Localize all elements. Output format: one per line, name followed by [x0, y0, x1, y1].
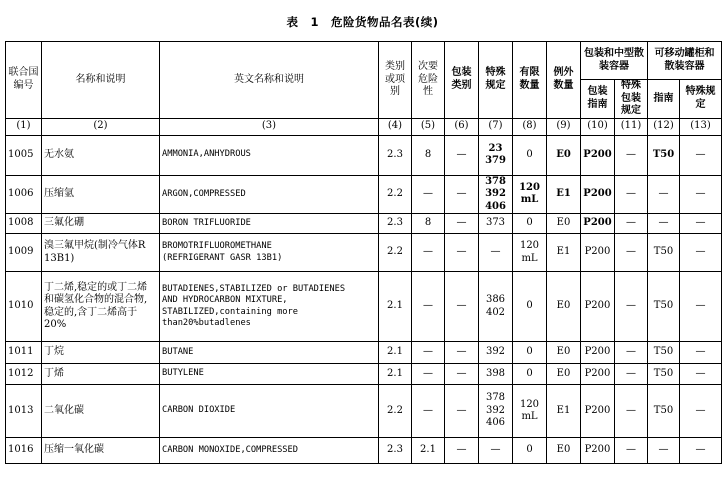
cell-un-number: 1016 — [6, 438, 42, 464]
cell-packing-group: — — [445, 135, 479, 175]
cell-class: 2.1 — [379, 342, 412, 364]
column-number: (4) — [379, 118, 412, 135]
cell-tank-special: — — [680, 175, 722, 214]
table-row — [6, 175, 722, 214]
header-packing-group: 包装类别 — [445, 42, 479, 119]
cell-name-en: CARBON MONOXIDE,COMPRESSED — [160, 438, 379, 464]
cell-name-en: BUTYLENE — [160, 364, 379, 385]
header-packaging-group: 包装和中型散装容器 — [581, 42, 648, 80]
header-un-no: 联合国编号 — [6, 42, 42, 119]
column-number: (13) — [680, 118, 722, 135]
cell-limited-qty: 120 mL — [513, 175, 547, 214]
cell-excepted-qty: E0 — [547, 364, 581, 385]
cell-special-provisions: 378 392 406 — [479, 175, 513, 214]
cell-class: 2.2 — [379, 175, 412, 214]
cell-limited-qty: 0 — [513, 342, 547, 364]
cell-packing-instruction: P200 — [581, 175, 615, 214]
header-excepted-qty: 例外数量 — [547, 42, 581, 119]
cell-special-packing: — — [615, 214, 648, 234]
column-number: (11) — [615, 118, 648, 135]
cell-tank-instruction: T50 — [648, 234, 680, 272]
column-number: (2) — [42, 118, 160, 135]
cell-sub-risk: — — [412, 342, 445, 364]
cell-name-en: CARBON DIOXIDE — [160, 385, 379, 438]
column-number: (5) — [412, 118, 445, 135]
column-number: (6) — [445, 118, 479, 135]
cell-packing-instruction: P200 — [581, 342, 615, 364]
cell-tank-special: — — [680, 385, 722, 438]
cell-tank-special: — — [680, 342, 722, 364]
cell-packing-instruction: P200 — [581, 438, 615, 464]
cell-un-number: 1005 — [6, 135, 42, 175]
cell-packing-instruction: P200 — [581, 234, 615, 272]
cell-sub-risk: — — [412, 234, 445, 272]
table-row — [6, 214, 722, 234]
table-row — [6, 438, 722, 464]
cell-class: 2.3 — [379, 135, 412, 175]
header-tank-group: 可移动罐柜和散装容器 — [648, 42, 722, 80]
cell-special-packing: — — [615, 234, 648, 272]
cell-sub-risk: 2.1 — [412, 438, 445, 464]
cell-packing-instruction: P200 — [581, 135, 615, 175]
cell-name-cn: 压缩一氧化碳 — [42, 438, 160, 464]
cell-excepted-qty: E0 — [547, 438, 581, 464]
cell-packing-instruction: P200 — [581, 214, 615, 234]
cell-name-cn: 二氧化碳 — [42, 385, 160, 438]
cell-packing-group: — — [445, 438, 479, 464]
cell-tank-instruction: — — [648, 438, 680, 464]
cell-special-packing: — — [615, 342, 648, 364]
cell-special-provisions: 23 379 — [479, 135, 513, 175]
column-number: (3) — [160, 118, 379, 135]
cell-name-cn: 三氟化硼 — [42, 214, 160, 234]
dangerous-goods-table — [5, 41, 722, 464]
cell-name-cn: 压缩氩 — [42, 175, 160, 214]
cell-name-cn: 丁烯 — [42, 364, 160, 385]
cell-special-provisions: 398 — [479, 364, 513, 385]
header-name-en: 英文名称和说明 — [160, 42, 379, 119]
cell-name-en: BROMOTRIFLUOROMETHANE (REFRIGERANT GASR 13B1) — [160, 234, 379, 272]
cell-tank-instruction: T50 — [648, 272, 680, 342]
header-tank-instruction: 指南 — [648, 80, 680, 119]
header-packing-instruction: 包装指南 — [581, 80, 615, 119]
cell-special-packing: — — [615, 175, 648, 214]
cell-class: 2.3 — [379, 214, 412, 234]
cell-tank-instruction: T50 — [648, 135, 680, 175]
cell-packing-instruction: P200 — [581, 385, 615, 438]
column-number-row — [6, 118, 722, 135]
cell-special-provisions: 373 — [479, 214, 513, 234]
cell-excepted-qty: E0 — [547, 272, 581, 342]
header-name-cn: 名称和说明 — [42, 42, 160, 119]
header-sub-risk: 次要危险性 — [412, 42, 445, 119]
cell-name-en: ARGON,COMPRESSED — [160, 175, 379, 214]
cell-un-number: 1013 — [6, 385, 42, 438]
cell-special-packing: — — [615, 438, 648, 464]
table-row — [6, 135, 722, 175]
cell-packing-group: — — [445, 385, 479, 438]
cell-excepted-qty: E1 — [547, 234, 581, 272]
cell-un-number: 1006 — [6, 175, 42, 214]
header-class: 类别或项别 — [379, 42, 412, 119]
cell-special-packing: — — [615, 385, 648, 438]
header-limited-qty: 有限数量 — [513, 42, 547, 119]
cell-limited-qty: 0 — [513, 135, 547, 175]
header-tank-special: 特殊规定 — [680, 80, 722, 119]
cell-name-cn: 无水氨 — [42, 135, 160, 175]
cell-special-provisions: 386 402 — [479, 272, 513, 342]
cell-tank-special: — — [680, 234, 722, 272]
cell-sub-risk: — — [412, 385, 445, 438]
cell-sub-risk: 8 — [412, 214, 445, 234]
column-number: (8) — [513, 118, 547, 135]
cell-name-en: BUTADIENES,STABILIZED or BUTADIENES AND HYDROCARBON MIXTURE, STABILIZED,containing more than20%butadlenes — [160, 272, 379, 342]
cell-tank-special: — — [680, 438, 722, 464]
cell-tank-instruction: — — [648, 214, 680, 234]
cell-special-provisions: — — [479, 234, 513, 272]
column-number: (10) — [581, 118, 615, 135]
cell-un-number: 1008 — [6, 214, 42, 234]
cell-name-cn: 丁烷 — [42, 342, 160, 364]
table-row — [6, 272, 722, 342]
column-number: (12) — [648, 118, 680, 135]
cell-tank-instruction: — — [648, 175, 680, 214]
cell-name-en: AMMONIA,ANHYDROUS — [160, 135, 379, 175]
cell-excepted-qty: E0 — [547, 135, 581, 175]
cell-sub-risk: — — [412, 272, 445, 342]
cell-excepted-qty: E0 — [547, 214, 581, 234]
cell-name-en: BORON TRIFLUORIDE — [160, 214, 379, 234]
cell-special-provisions: 392 — [479, 342, 513, 364]
cell-packing-group: — — [445, 364, 479, 385]
cell-class: 2.1 — [379, 272, 412, 342]
cell-tank-instruction: T50 — [648, 364, 680, 385]
cell-tank-special: — — [680, 364, 722, 385]
cell-packing-instruction: P200 — [581, 364, 615, 385]
cell-name-en: BUTANE — [160, 342, 379, 364]
table-title: 表 1 危险货物品名表(续) — [286, 15, 439, 29]
cell-packing-group: — — [445, 272, 479, 342]
header-special-packing: 特殊包装规定 — [615, 80, 648, 119]
table-row — [6, 364, 722, 385]
table-row — [6, 385, 722, 438]
cell-limited-qty: 0 — [513, 438, 547, 464]
table-row — [6, 234, 722, 272]
cell-limited-qty: 0 — [513, 214, 547, 234]
header-special-provisions: 特殊规定 — [479, 42, 513, 119]
cell-un-number: 1010 — [6, 272, 42, 342]
cell-packing-instruction: P200 — [581, 272, 615, 342]
cell-name-cn: 丁二烯,稳定的或丁二烯和碳氢化合物的混合物,稳定的,含丁二烯高于20% — [42, 272, 160, 342]
cell-limited-qty: 120 mL — [513, 234, 547, 272]
cell-limited-qty: 0 — [513, 364, 547, 385]
cell-sub-risk: 8 — [412, 135, 445, 175]
cell-tank-special: — — [680, 272, 722, 342]
cell-limited-qty: 0 — [513, 272, 547, 342]
column-number: (9) — [547, 118, 581, 135]
cell-packing-group: — — [445, 175, 479, 214]
cell-packing-group: — — [445, 234, 479, 272]
cell-special-provisions: 378 392 406 — [479, 385, 513, 438]
cell-excepted-qty: E1 — [547, 175, 581, 214]
cell-sub-risk: — — [412, 175, 445, 214]
cell-packing-group: — — [445, 342, 479, 364]
cell-tank-instruction: T50 — [648, 385, 680, 438]
cell-class: 2.2 — [379, 234, 412, 272]
cell-un-number: 1009 — [6, 234, 42, 272]
cell-special-packing: — — [615, 135, 648, 175]
column-number: (1) — [6, 118, 42, 135]
cell-class: 2.3 — [379, 438, 412, 464]
cell-special-provisions: — — [479, 438, 513, 464]
cell-packing-group: — — [445, 214, 479, 234]
cell-name-cn: 溴三氟甲烷(制冷气体R 13B1) — [42, 234, 160, 272]
cell-tank-special: — — [680, 135, 722, 175]
cell-sub-risk: — — [412, 364, 445, 385]
cell-tank-instruction: T50 — [648, 342, 680, 364]
column-number: (7) — [479, 118, 513, 135]
cell-special-packing: — — [615, 272, 648, 342]
cell-un-number: 1012 — [6, 364, 42, 385]
cell-limited-qty: 120 mL — [513, 385, 547, 438]
cell-class: 2.1 — [379, 364, 412, 385]
cell-excepted-qty: E1 — [547, 385, 581, 438]
cell-special-packing: — — [615, 364, 648, 385]
cell-un-number: 1011 — [6, 342, 42, 364]
cell-class: 2.2 — [379, 385, 412, 438]
cell-tank-special: — — [680, 214, 722, 234]
cell-excepted-qty: E0 — [547, 342, 581, 364]
table-row — [6, 342, 722, 364]
